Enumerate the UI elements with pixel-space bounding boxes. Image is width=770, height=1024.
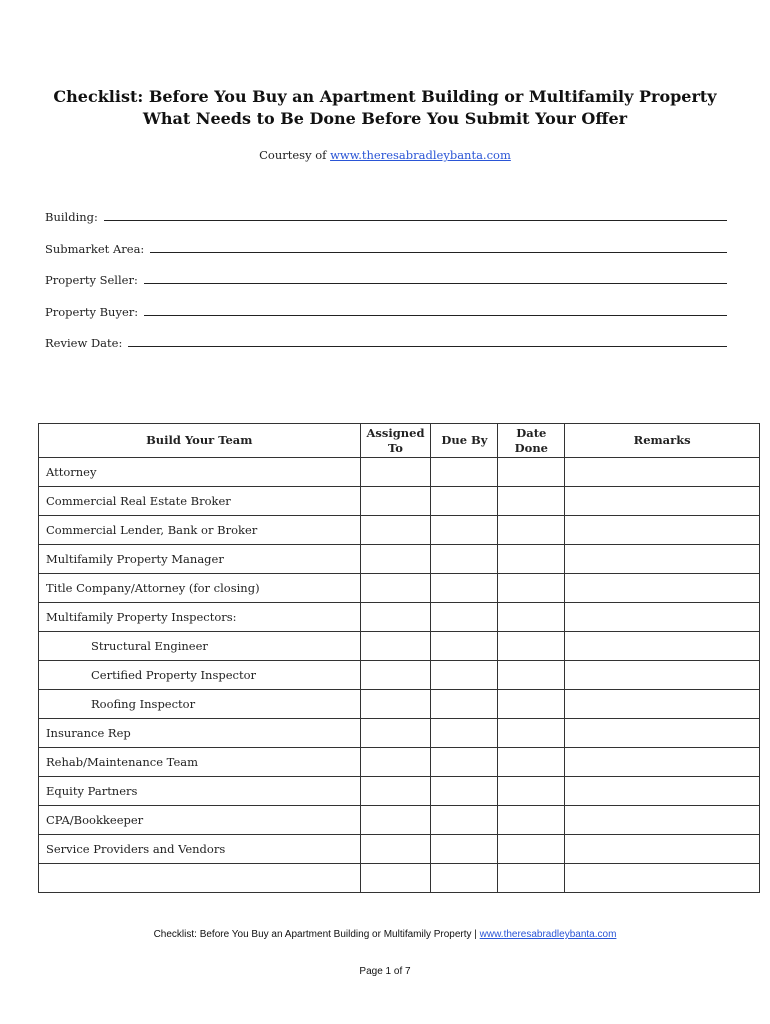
table-header-row — [39, 424, 760, 458]
build-team-table — [38, 423, 760, 893]
remarks-cell[interactable] — [565, 516, 760, 545]
assigned-to-cell[interactable] — [360, 516, 431, 545]
assigned-to-cell[interactable] — [360, 603, 431, 632]
assigned-to-cell[interactable] — [360, 661, 431, 690]
due-by-cell[interactable] — [431, 603, 498, 632]
document-title — [0, 86, 770, 130]
buyer-blank-line[interactable] — [144, 314, 727, 316]
due-by-cell[interactable] — [431, 748, 498, 777]
assigned-to-cell[interactable] — [360, 835, 431, 864]
buyer-field[interactable] — [45, 305, 727, 319]
review-date-field[interactable] — [45, 336, 727, 350]
table-row — [39, 487, 760, 516]
header-assigned-line2: To — [388, 440, 403, 455]
remarks-cell[interactable] — [565, 632, 760, 661]
assigned-to-cell[interactable] — [360, 632, 431, 661]
assigned-to-cell[interactable] — [360, 574, 431, 603]
table-row — [39, 603, 760, 632]
title-line-1: Checklist: Before You Buy an Apartment Building or Multifamily Property — [53, 87, 717, 106]
date-done-cell[interactable] — [498, 516, 565, 545]
date-done-cell[interactable] — [498, 545, 565, 574]
due-by-cell[interactable] — [431, 487, 498, 516]
due-by-cell[interactable] — [431, 835, 498, 864]
date-done-cell[interactable] — [498, 690, 565, 719]
assigned-to-cell[interactable] — [360, 487, 431, 516]
date-done-cell[interactable] — [498, 632, 565, 661]
table-row — [39, 516, 760, 545]
assigned-to-cell[interactable] — [360, 806, 431, 835]
page-number: Page 1 of 7 — [359, 966, 411, 977]
submarket-blank-line[interactable] — [150, 251, 727, 253]
table-row — [39, 719, 760, 748]
assigned-to-cell[interactable] — [360, 545, 431, 574]
courtesy-prefix: Courtesy of — [259, 148, 327, 162]
table-row — [39, 806, 760, 835]
date-done-cell[interactable] — [498, 603, 565, 632]
row-item-label: Service Providers and Vendors — [39, 835, 361, 864]
buyer-label: Property Buyer: — [45, 305, 139, 319]
assigned-to-cell[interactable] — [360, 748, 431, 777]
due-by-cell[interactable] — [431, 864, 498, 893]
date-done-cell[interactable] — [498, 806, 565, 835]
remarks-cell[interactable] — [565, 661, 760, 690]
assigned-to-cell[interactable] — [360, 719, 431, 748]
table-row — [39, 458, 760, 487]
assigned-to-cell[interactable] — [360, 458, 431, 487]
due-by-cell[interactable] — [431, 574, 498, 603]
seller-blank-line[interactable] — [144, 282, 727, 284]
assigned-to-cell[interactable] — [360, 864, 431, 893]
due-by-cell[interactable] — [431, 719, 498, 748]
row-item-label: Equity Partners — [39, 777, 361, 806]
header-due-by: Due By — [431, 424, 498, 458]
row-item-label: Commercial Real Estate Broker — [39, 487, 361, 516]
remarks-cell[interactable] — [565, 574, 760, 603]
row-item-label: Commercial Lender, Bank or Broker — [39, 516, 361, 545]
table-row — [39, 632, 760, 661]
date-done-cell[interactable] — [498, 748, 565, 777]
row-item-label: Rehab/Maintenance Team — [39, 748, 361, 777]
footer-link[interactable]: www.theresabradleybanta.com — [479, 929, 617, 940]
remarks-cell[interactable] — [565, 864, 760, 893]
courtesy-link[interactable]: www.theresabradleybanta.com — [330, 148, 511, 162]
table-row — [39, 748, 760, 777]
table-row — [39, 661, 760, 690]
date-done-cell[interactable] — [498, 835, 565, 864]
remarks-cell[interactable] — [565, 458, 760, 487]
header-date-line1: Date — [516, 425, 547, 440]
row-item-label: Roofing Inspector — [39, 690, 361, 719]
due-by-cell[interactable] — [431, 516, 498, 545]
header-remarks: Remarks — [565, 424, 760, 458]
due-by-cell[interactable] — [431, 458, 498, 487]
remarks-cell[interactable] — [565, 777, 760, 806]
remarks-cell[interactable] — [565, 690, 760, 719]
submarket-label: Submarket Area: — [45, 242, 145, 256]
remarks-cell[interactable] — [565, 806, 760, 835]
title-line-2: What Needs to Be Done Before You Submit Your Offer — [142, 109, 628, 128]
table-row — [39, 545, 760, 574]
due-by-cell[interactable] — [431, 632, 498, 661]
table-row — [39, 690, 760, 719]
remarks-cell[interactable] — [565, 603, 760, 632]
remarks-cell[interactable] — [565, 545, 760, 574]
header-date-done — [498, 424, 565, 458]
row-item-label: Title Company/Attorney (for closing) — [39, 574, 361, 603]
table-row-empty — [39, 864, 760, 893]
row-item-label: Structural Engineer — [39, 632, 361, 661]
header-assigned-to — [360, 424, 431, 458]
header-build-your-team: Build Your Team — [39, 424, 361, 458]
building-blank-line[interactable] — [104, 219, 727, 221]
footer-text: Checklist: Before You Buy an Apartment Building or Multifamily Property | — [153, 929, 477, 940]
date-done-cell[interactable] — [498, 719, 565, 748]
review-date-blank-line[interactable] — [128, 345, 727, 347]
row-item-label: CPA/Bookkeeper — [39, 806, 361, 835]
building-field[interactable] — [45, 210, 727, 224]
due-by-cell[interactable] — [431, 806, 498, 835]
building-label: Building: — [45, 210, 98, 224]
date-done-cell[interactable] — [498, 487, 565, 516]
submarket-field[interactable] — [45, 242, 727, 256]
row-item-label: Multifamily Property Manager — [39, 545, 361, 574]
due-by-cell[interactable] — [431, 690, 498, 719]
header-assigned-line1: Assigned — [366, 425, 425, 440]
seller-field[interactable] — [45, 273, 727, 287]
date-done-cell[interactable] — [498, 661, 565, 690]
remarks-cell[interactable] — [565, 487, 760, 516]
due-by-cell[interactable] — [431, 661, 498, 690]
seller-label: Property Seller: — [45, 273, 138, 287]
due-by-cell[interactable] — [431, 545, 498, 574]
assigned-to-cell[interactable] — [360, 777, 431, 806]
remarks-cell[interactable] — [565, 835, 760, 864]
date-done-cell[interactable] — [498, 864, 565, 893]
row-item-label: Insurance Rep — [39, 719, 361, 748]
table-row — [39, 835, 760, 864]
table-row — [39, 777, 760, 806]
table-row — [39, 574, 760, 603]
due-by-cell[interactable] — [431, 777, 498, 806]
review-date-label: Review Date: — [45, 336, 123, 350]
row-item-label[interactable] — [39, 864, 361, 893]
date-done-cell[interactable] — [498, 574, 565, 603]
remarks-cell[interactable] — [565, 748, 760, 777]
row-item-label: Multifamily Property Inspectors: — [39, 603, 361, 632]
header-date-line2: Done — [514, 440, 548, 455]
remarks-cell[interactable] — [565, 719, 760, 748]
row-item-label: Attorney — [39, 458, 361, 487]
courtesy-line — [0, 148, 770, 162]
date-done-cell[interactable] — [498, 458, 565, 487]
page-footer — [0, 929, 770, 940]
date-done-cell[interactable] — [498, 777, 565, 806]
row-item-label: Certified Property Inspector — [39, 661, 361, 690]
assigned-to-cell[interactable] — [360, 690, 431, 719]
